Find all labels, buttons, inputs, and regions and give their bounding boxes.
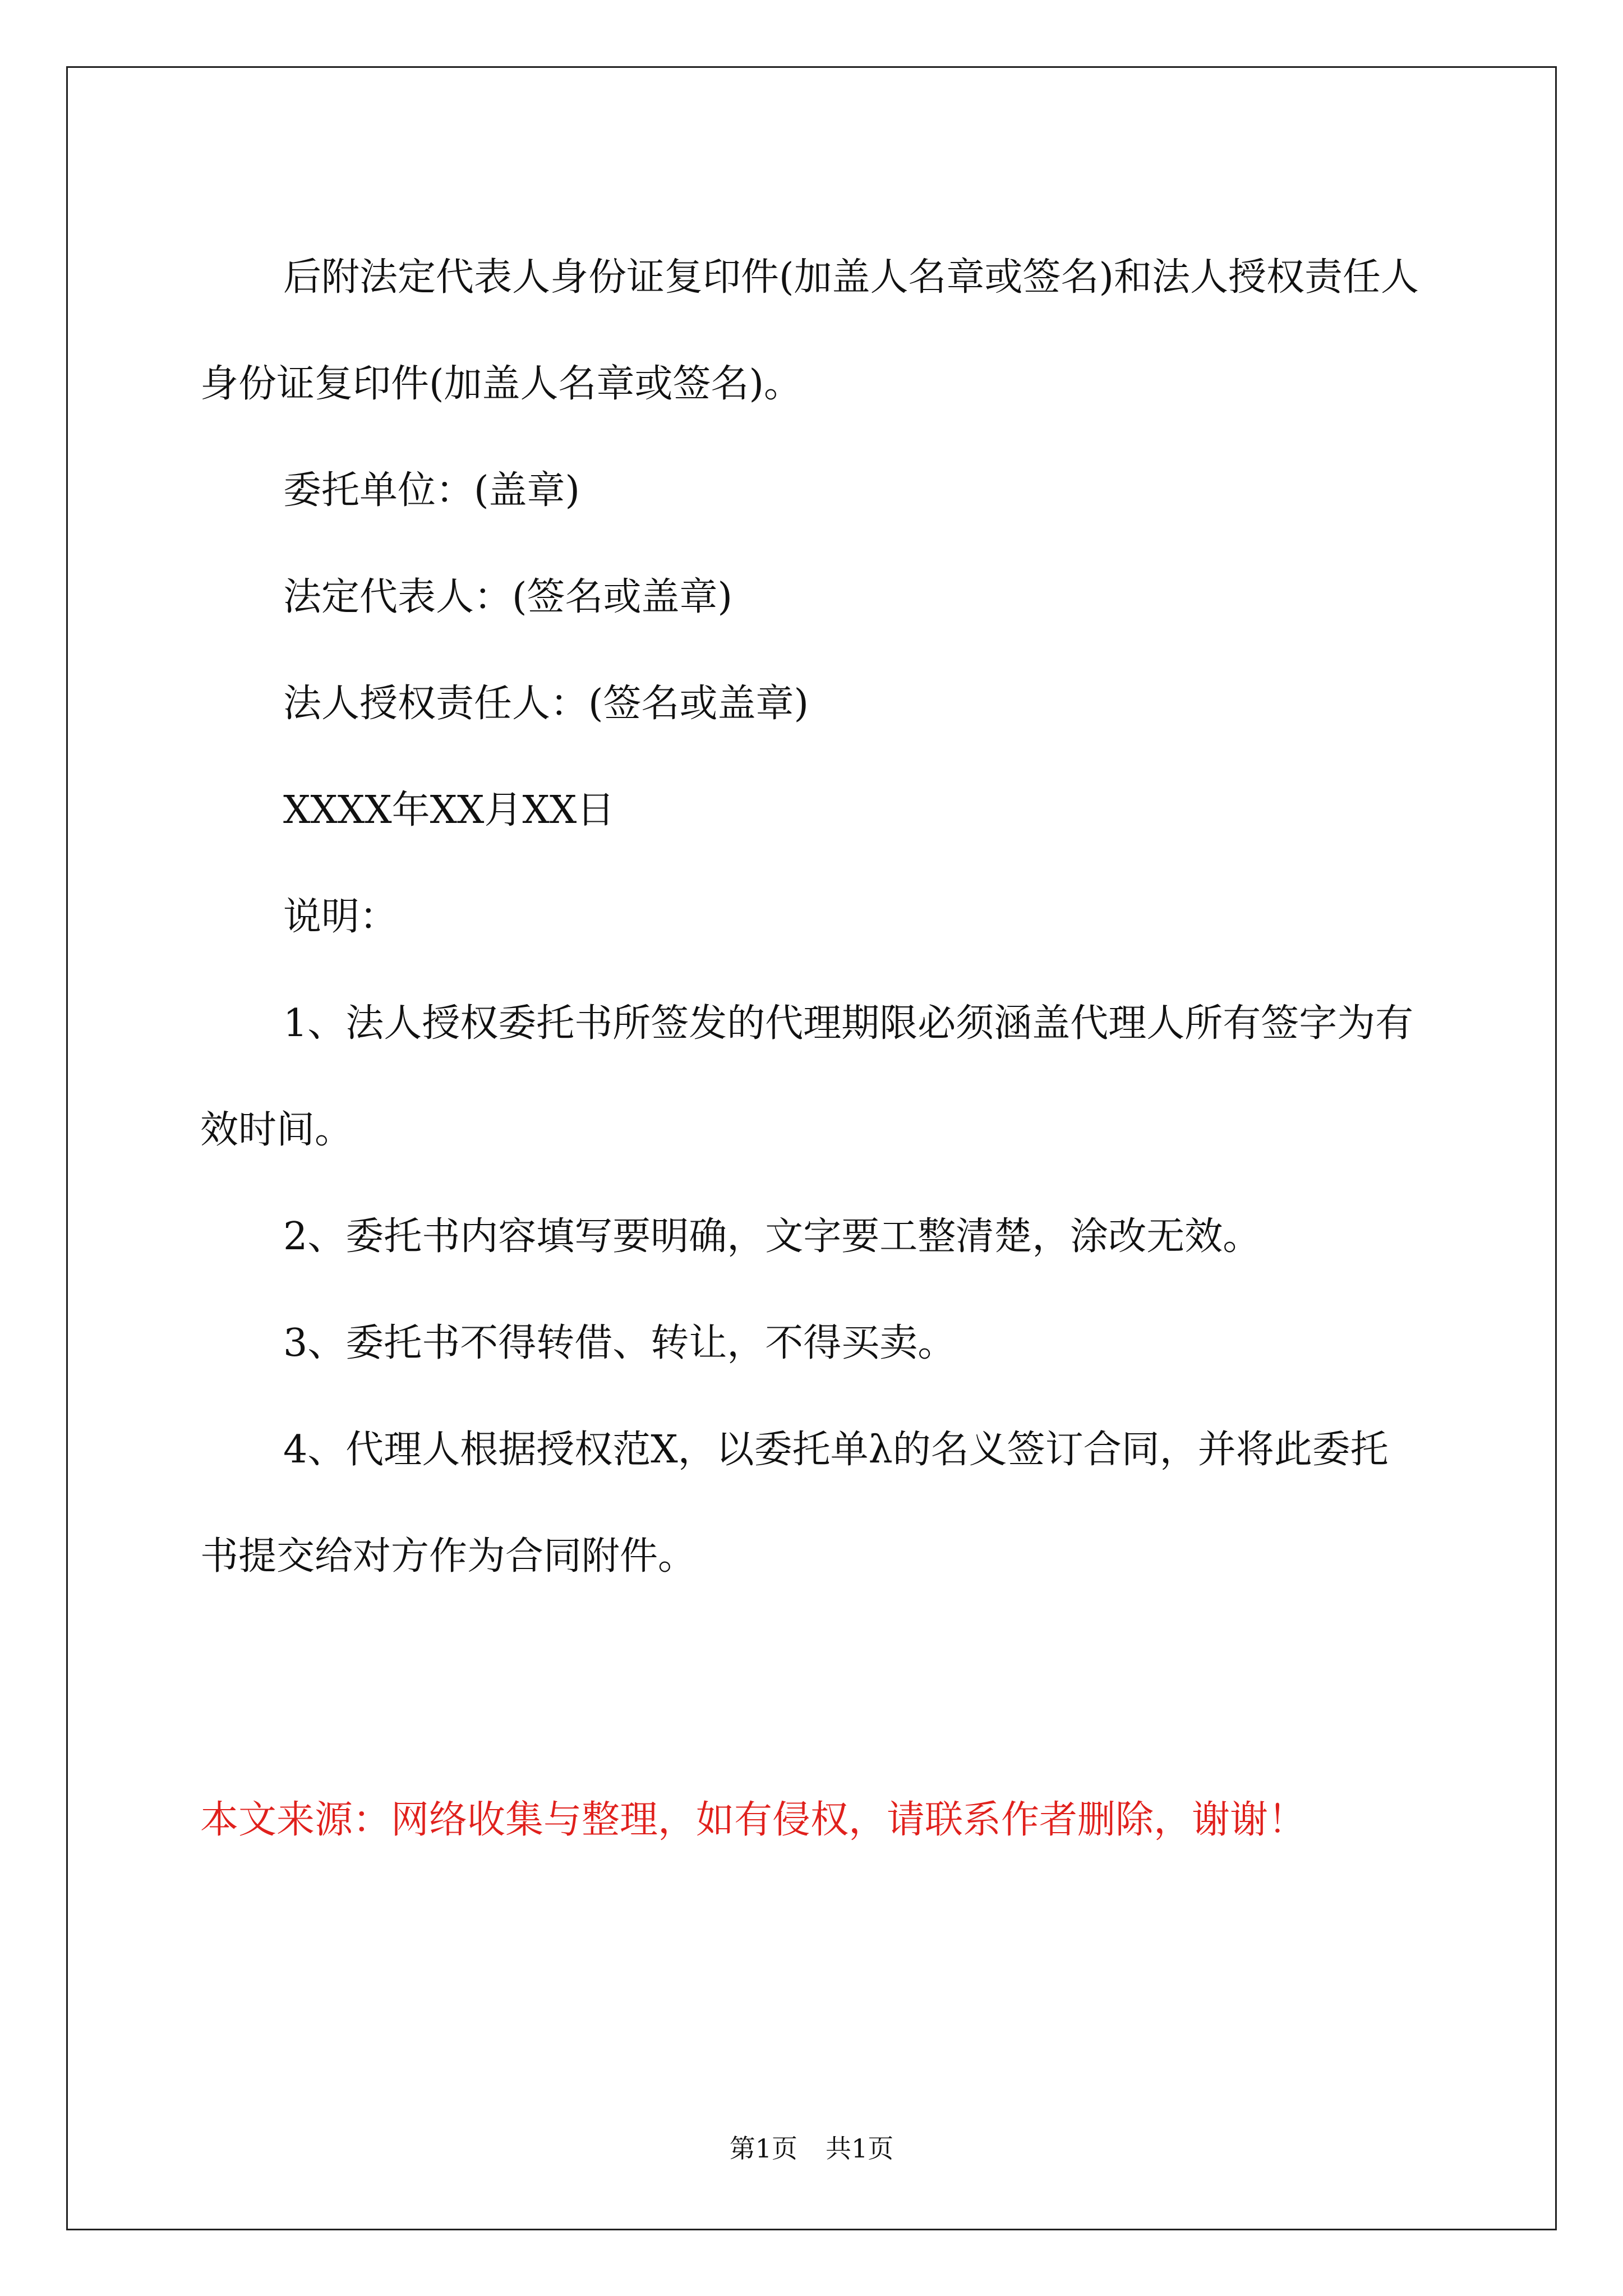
- paragraph-note-3: 3、委托书不得转借、转让，不得买卖。: [283, 1321, 956, 1365]
- paragraph-notes-heading: 说明：: [283, 895, 398, 939]
- source-disclaimer: 本文来源：网络收集与整理，如有侵权，请联系作者删除，谢谢！: [200, 1798, 1307, 1842]
- page-number: 第1页: [729, 2133, 797, 2164]
- paragraph-note-2: 2、委托书内容填写要明确，文字要工整清楚，涂改无效。: [283, 1214, 1261, 1259]
- paragraph-entrusting-unit: 委托单位：(盖章): [283, 468, 580, 513]
- paragraph-date: XXXX年XX月XX日: [283, 788, 615, 832]
- page-total: 共1页: [826, 2133, 894, 2164]
- paragraph-authorized-person: 法人授权责任人：(签名或盖章): [283, 682, 809, 726]
- paragraph-note-4: 4、代理人根据授权范X，以委托单λ的名义签订合同，并将此委托书提交给对方作为合同附件。: [200, 1428, 1389, 1579]
- document-body: [200, 224, 1423, 1610]
- page-footer: [0, 2132, 1623, 2165]
- paragraph-legal-representative: 法定代表人：(签名或盖章): [283, 575, 733, 619]
- paragraph-note-1: 1、法人授权委托书所签发的代理期限必须涵盖代理人所有签字为有效时间。: [200, 1001, 1414, 1152]
- paragraph-attachments: 后附法定代表人身份证复印件(加盖人名章或签名)和法人授权责任人身份证复印件(加盖人名章或签名)。: [200, 255, 1419, 406]
